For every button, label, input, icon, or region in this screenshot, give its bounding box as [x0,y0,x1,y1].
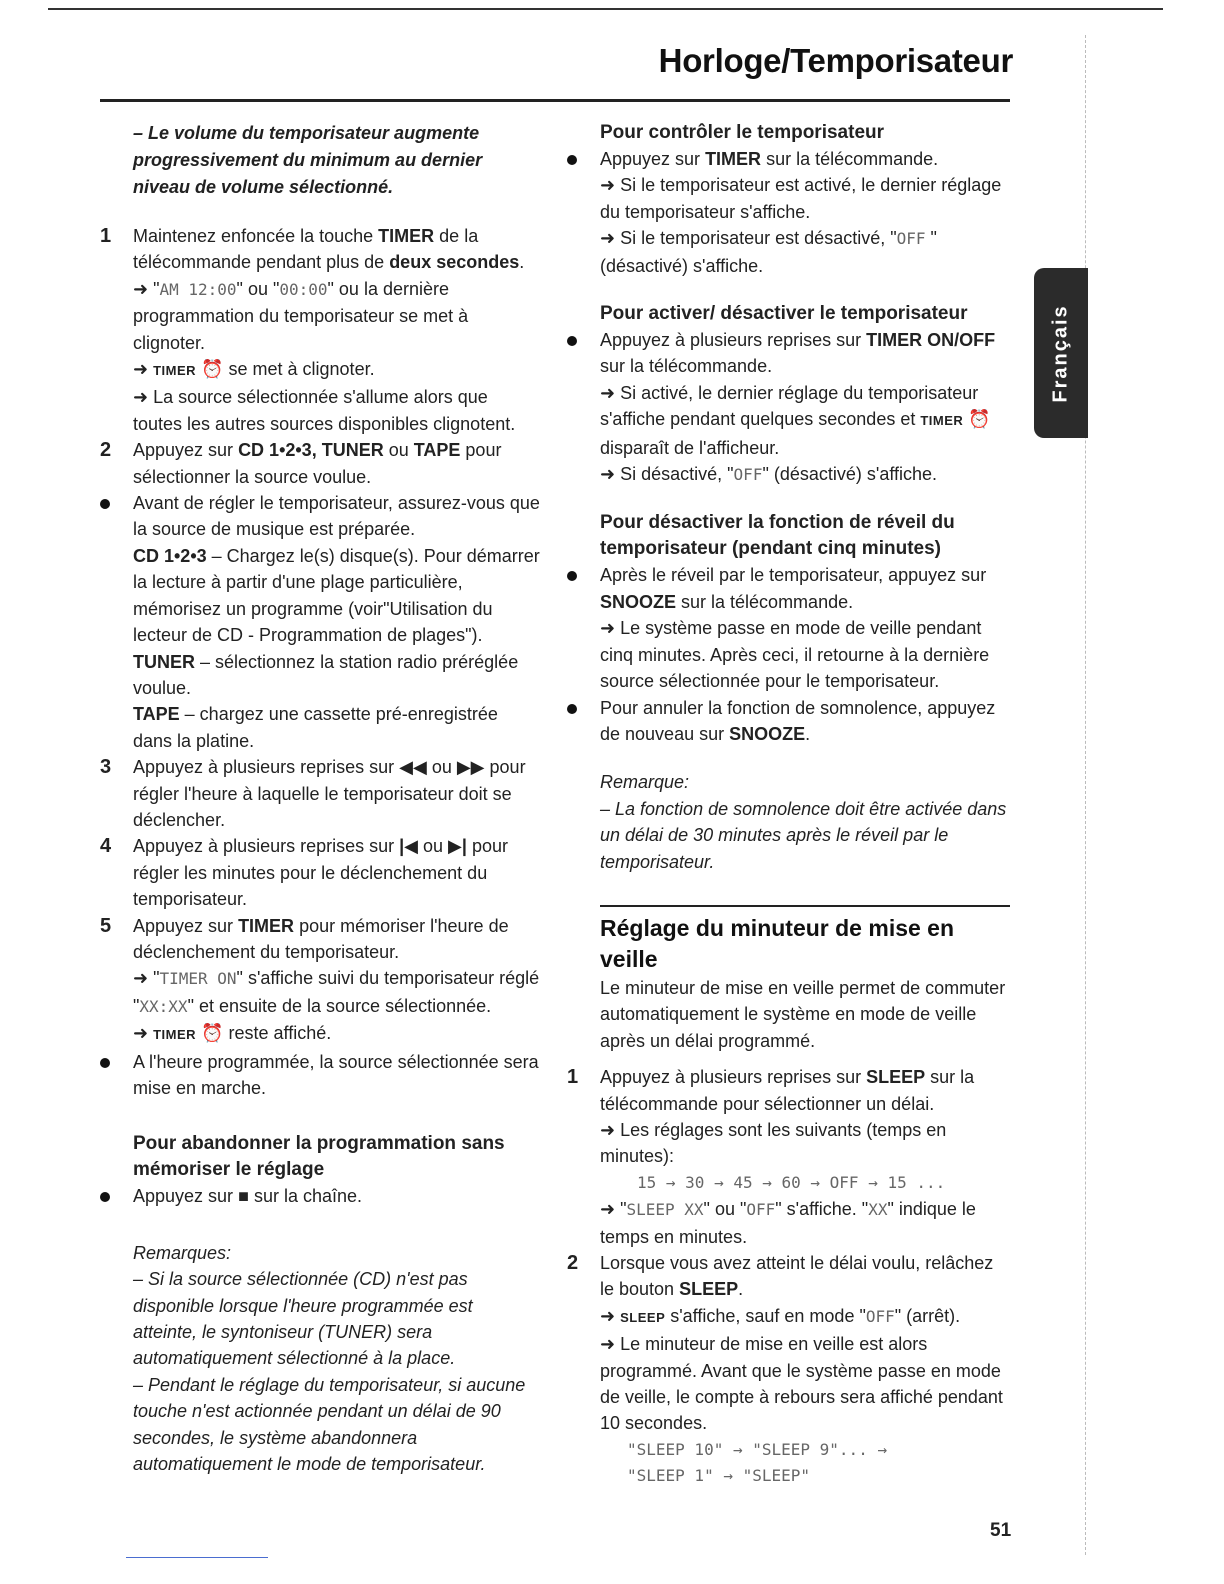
step-5-result: ➜ "TIMER ON" s'affiche suivi du temporisateur réglé "XX:XX" et ensuite de la source sélectionnée. [133,968,540,1016]
step-number: 1 [100,225,112,247]
stop-icon: ■ [238,1186,249,1207]
heading-snooze: Pour désactiver la fonction de réveil du temporisateur (pendant cinq minutes) [600,512,955,560]
step-2: 2 Appuyez sur CD 1•2•3, TUNER ou TAPE pour sélectionner la source voulue. [100,439,502,487]
arrow-icon: ➜ [133,1023,149,1044]
step-5-result-2: ➜ TIMER ⏰ reste affiché. [133,1023,332,1044]
activate-result-2: ➜ Si désactivé, "OFF" (désactivé) s'affiche. [600,464,938,485]
step-1-result-3: ➜ La source sélectionnée s'allume alors que toutes les autres sources disponibles clignotent. [133,387,516,434]
arrow-icon: ➜ [133,359,149,380]
arrow-icon: ➜ [133,387,149,408]
skip-forward-icon: ▶| [448,836,467,857]
step-number: 2 [567,1252,579,1274]
bullet-stop: Appuyez sur ■ sur la chaîne. [100,1183,540,1209]
page-number: 51 [990,1520,1012,1541]
sleep-intro: Le minuteur de mise en veille permet de commuter automatiquement le système en mode de veille après un délai programmé. [600,977,1006,1051]
right-column [567,120,1012,1490]
bullet-icon [567,571,577,581]
arrow-icon: ➜ [600,464,616,485]
lcd-text: OFF [733,465,763,485]
sleep-step-1-result-2: ➜ "SLEEP XX" ou "OFF" s'affiche. "XX" indique le temps en minutes. [600,1199,976,1247]
heading-control: Pour contrôler le temporisateur [600,122,885,143]
step-number: 2 [100,439,112,462]
section-rule [600,905,1010,907]
countdown-sequence-2: "SLEEP 1" → "SLEEP" [627,1466,811,1486]
lcd-text: 00:00 [279,279,328,299]
step-number: 3 [100,756,112,779]
lcd-text: TIMER ON [159,969,237,989]
step-4: 4 Appuyez à plusieurs reprises sur |◀ ou ▶| pour régler les minutes pour le déclenchement du temporisateur. [100,835,508,910]
bullet-snooze: Après le réveil par le temporisateur, appuyez sur SNOOZE sur la télécommande. [567,562,1012,615]
lcd-text: OFF [896,229,926,249]
bullet-icon [100,1192,110,1202]
skip-back-icon: |◀ [399,836,419,857]
bullet-control: Appuyez sur TIMER sur la télécommande. [567,146,1012,172]
arrow-icon: ➜ [600,1199,616,1220]
step-number: 5 [100,914,112,937]
lcd-text: XX [868,1200,888,1220]
step-number: 1 [567,1066,579,1089]
bullet-icon [100,1058,110,1068]
remark-1: – Si la source sélectionnée (CD) n'est pas disponible lorsque l'heure programmée est atteinte, le syntoniseur (TUNER) sera automatiquement sélectionné à la place. [133,1269,473,1369]
remark-2: – Pendant le réglage du temporisateur, si aucune touche n'est actionnée pendant un délai de 90 secondes, le système abandonnera automatiquement le mode de temporisateur. [133,1374,526,1475]
step-1-result: ➜ "AM 12:00" ou "00:00" ou la dernière programmation du temporisateur se met à clignoter. [133,278,469,353]
bullet-activate: Appuyez à plusieurs reprises sur TIMER ON/OFF sur la télécommande. [567,327,1012,380]
arrow-icon: ➜ [600,228,616,249]
sleep-step-1-result: ➜ Les réglages sont les suivants (temps en minutes): [600,1119,947,1167]
source-tuner: TUNER – sélectionnez la station radio préréglée voulue. [133,651,519,698]
arrow-icon: ➜ [133,968,149,989]
sleep-step-2-result-2: ➜ Le minuteur de mise en veille est alors programmé. Avant que le système passe en mode de veille, le compte à rebours sera affiché pendant 10 secondes. [600,1334,1003,1434]
lcd-text: AM 12:00 [159,279,237,299]
timer-volume-note: – Le volume du temporisateur augmente progressivement du minimum au dernier niveau de volume sélectionné. [133,123,483,197]
page-title: Horloge/Temporisateur [658,42,1013,79]
arrow-icon: ➜ [133,278,149,299]
countdown-sequence-1: "SLEEP 10" → "SLEEP 9"... → [627,1439,888,1459]
title-rule [100,99,1010,102]
left-column [100,120,540,1477]
rewind-icon: ◀◀ [399,757,427,778]
lcd-text: XX:XX [139,996,188,1016]
timer-clock-icon: ⏰ [968,409,991,430]
step-1: 1 Maintenez enfoncée la touche TIMER de la télécommande pendant plus de deux secondes. [100,225,525,273]
bullet-prepare-source: Avant de régler le temporisateur, assurez-vous que la source de musique est préparée. [100,490,540,543]
control-result-2: ➜ Si le temporisateur est désactivé, "OFF " (désactivé) s'affiche. [600,228,937,276]
step-number: 4 [100,835,112,858]
control-result-1: ➜ Si le temporisateur est activé, le dernier réglage du temporisateur s'affiche. [600,175,1002,222]
footer-rule [126,1557,268,1558]
bullet-icon [567,155,577,165]
lcd-text: OFF [865,1306,895,1326]
sleep-step-2-result: ➜ SLEEP s'affiche, sauf en mode "OFF" (arrêt). [600,1305,961,1326]
step-5: 5 Appuyez sur TIMER pour mémoriser l'heure de déclenchement du temporisateur. [100,914,509,962]
bullet-cancel-snooze: Pour annuler la fonction de somnolence, appuyez de nouveau sur SNOOZE. [567,695,1012,748]
source-tape: TAPE – chargez une cassette pré-enregistrée dans la platine. [133,704,498,751]
timer-clock-icon: ⏰ [201,359,224,380]
fast-forward-icon: ▶▶ [456,757,485,778]
arrow-icon: ➜ [600,1334,616,1355]
source-cd: CD 1•2•3 – Chargez le(s) disque(s). Pour démarrer la lecture à partir d'une plage particulière, mémorisez un programme (voir"Utilisation du lecteur de CD - Programmation de plages"). [133,545,540,646]
bullet-icon [567,336,577,346]
snooze-result: ➜ Le système passe en mode de veille pendant cinq minutes. Après ceci, il retourne à la dernière source sélectionnée pour le temporisateur. [600,618,990,692]
bullet-icon [567,704,577,714]
language-tab-label: Français [1049,303,1072,403]
sleep-sequence: 15 → 30 → 45 → 60 → OFF → 15 ... [637,1172,946,1192]
lcd-text: SLEEP XX [626,1200,704,1220]
remark-title: Remarque: [600,772,690,793]
heading-abandon: Pour abandonner la programmation sans mémoriser le réglage [133,1133,505,1181]
remarks-title: Remarques: [133,1242,232,1263]
language-tab [1034,268,1088,438]
arrow-icon: ➜ [600,1305,616,1326]
arrow-icon: ➜ [600,175,616,196]
timer-clock-icon: ⏰ [201,1023,224,1044]
section-heading-sleep: Réglage du minuteur de mise en veille [600,914,955,972]
page-edge-dashes [1085,35,1086,1555]
activate-result-1: ➜ Si activé, le dernier réglage du temporisateur s'affiche pendant quelques secondes et TIMER ⏰ disparaît de l'afficheur. [600,382,991,458]
sleep-step-2: 2 Lorsque vous avez atteint le délai voulu, relâchez le bouton SLEEP. [567,1252,994,1300]
top-rule [48,8,1163,10]
arrow-icon: ➜ [600,618,616,639]
arrow-icon: ➜ [600,382,616,403]
bullet-icon [100,499,110,509]
remark-snooze: – La fonction de somnolence doit être activée dans un délai de 30 minutes après le réveil par le temporisateur. [600,798,1007,872]
step-1-result-2: ➜ TIMER ⏰ se met à clignoter. [133,359,375,380]
arrow-icon: ➜ [600,1119,616,1140]
heading-activate: Pour activer/ désactiver le temporisateur [600,303,968,325]
lcd-text: OFF [746,1200,776,1220]
bullet-source-on: A l'heure programmée, la source sélectionnée sera mise en marche. [100,1049,540,1102]
sleep-step-1: 1 Appuyez à plusieurs reprises sur SLEEP sur la télécommande pour sélectionner un délai. [567,1066,975,1114]
step-3: 3 Appuyez à plusieurs reprises sur ◀◀ ou ▶▶ pour régler l'heure à laquelle le temporisateur doit se déclencher. [100,756,526,830]
